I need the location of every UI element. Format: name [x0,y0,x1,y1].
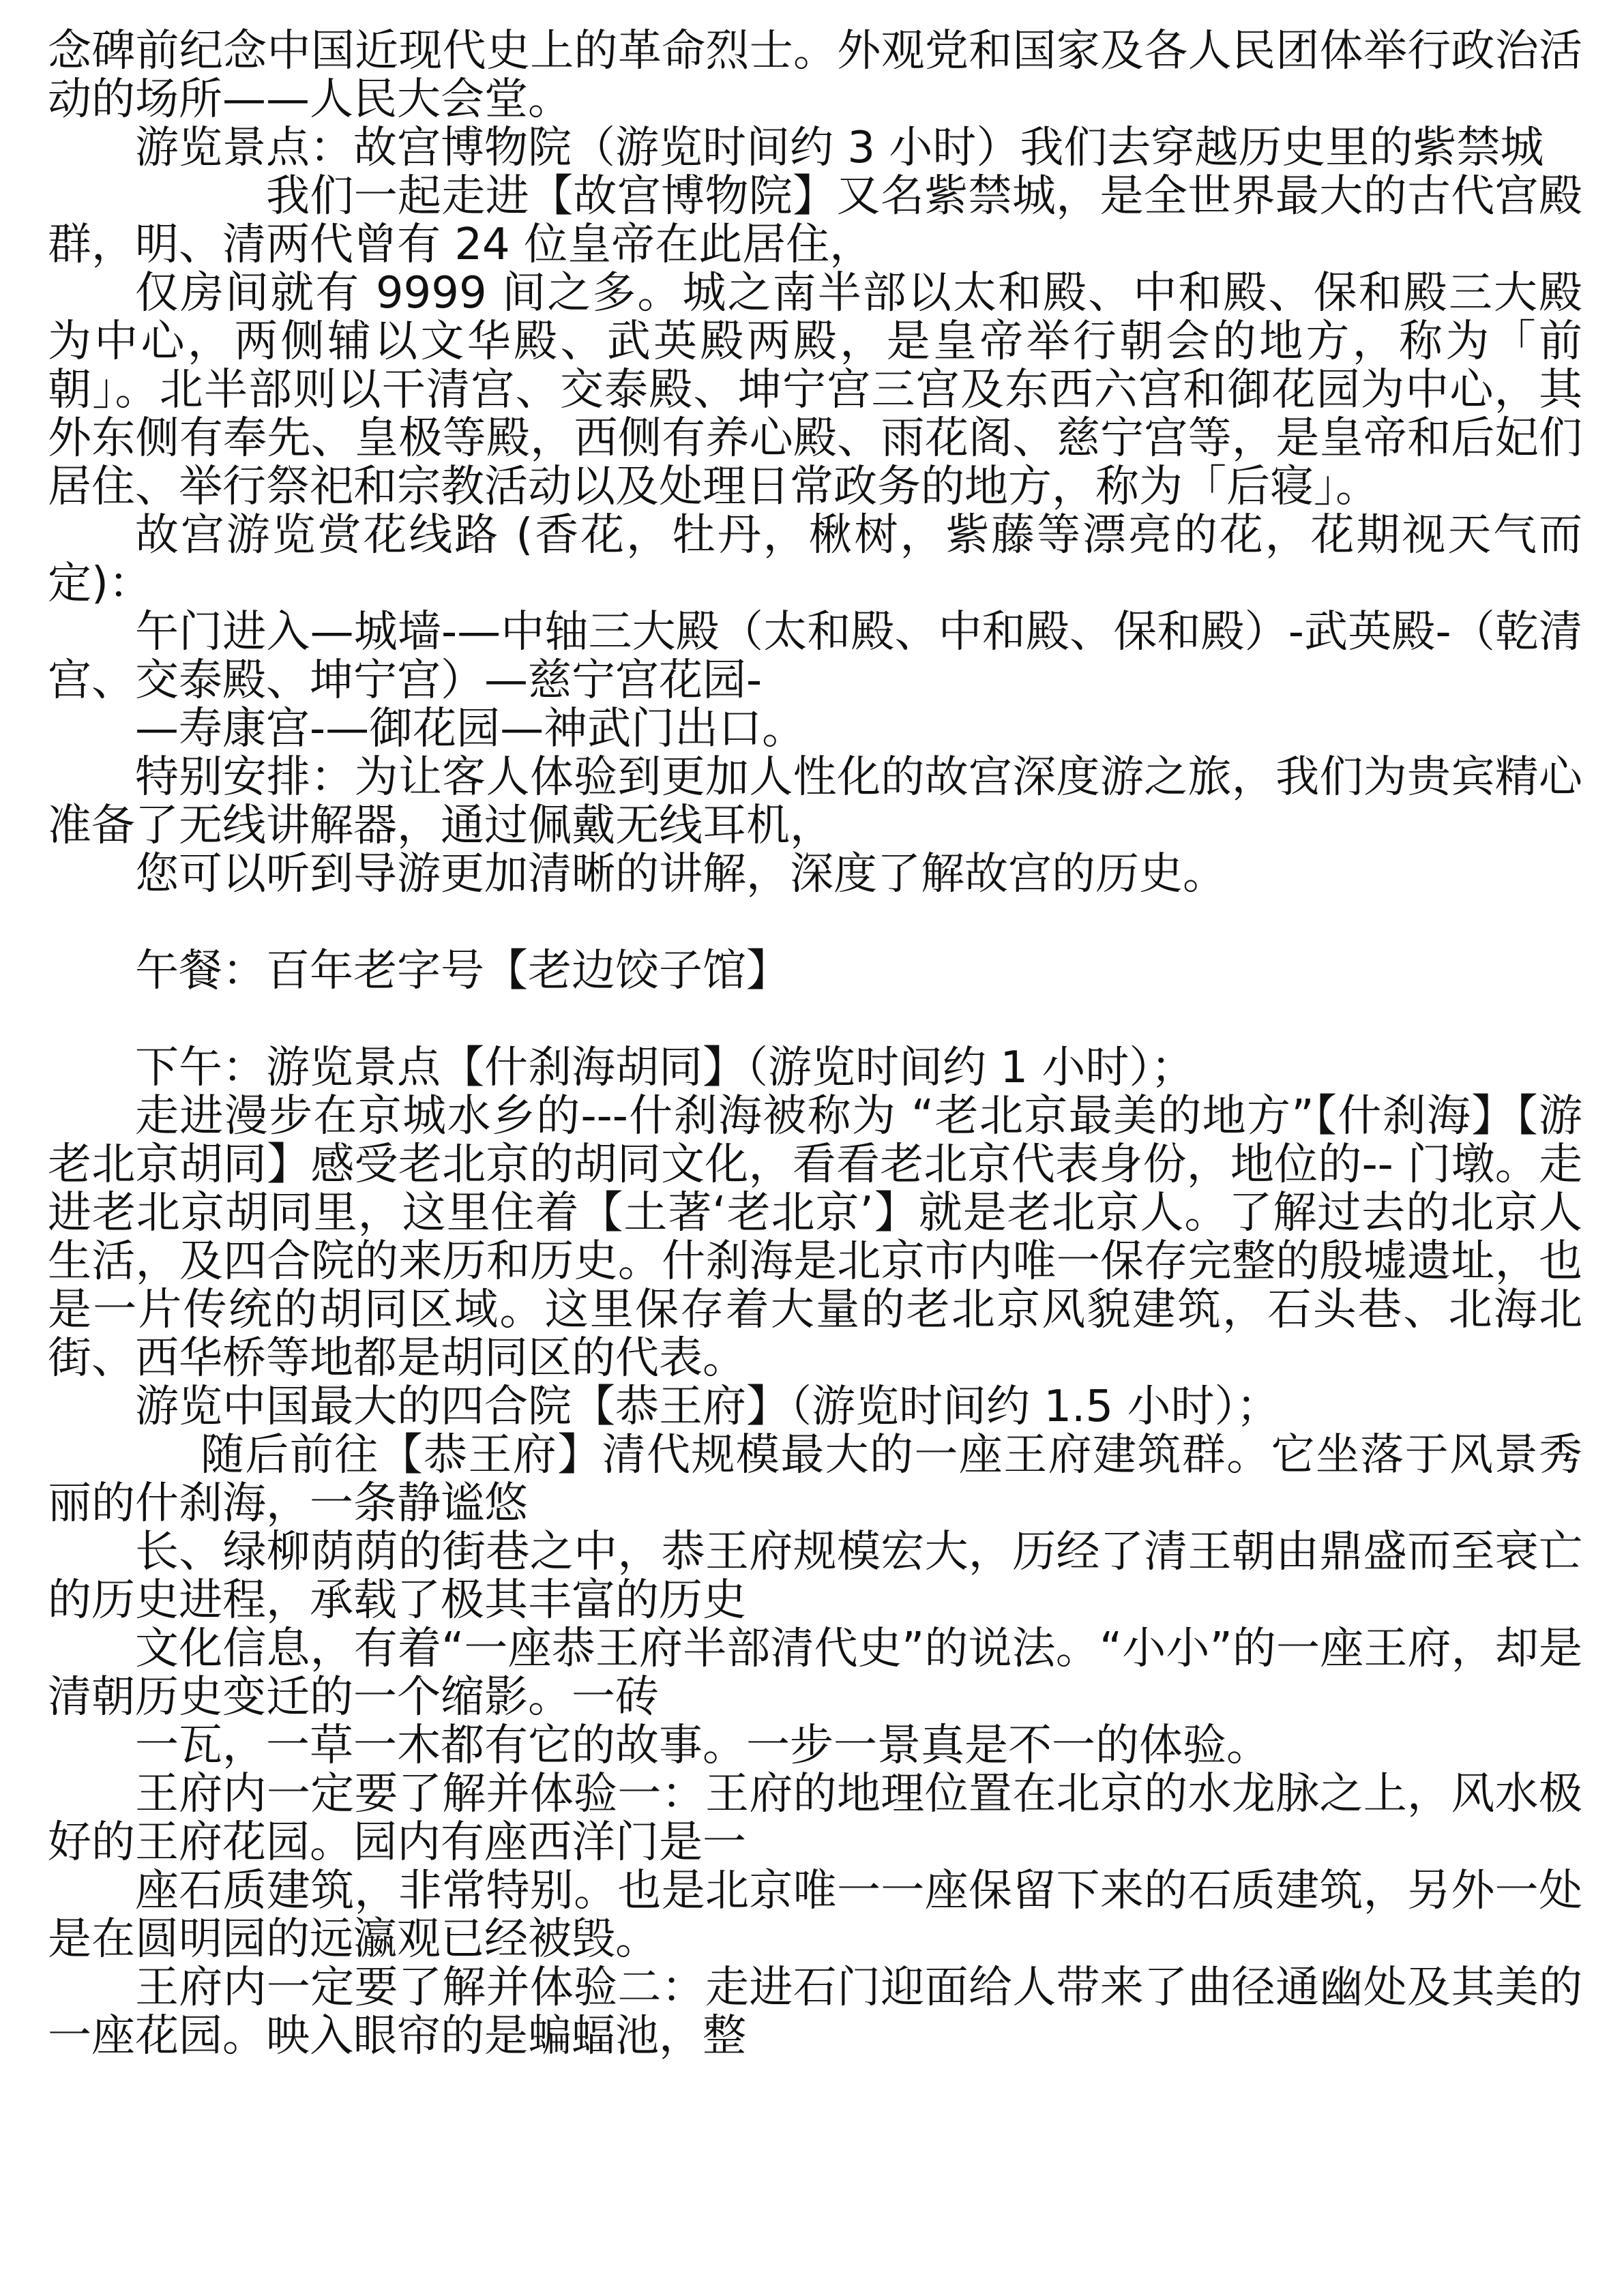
paragraph-palace-museum-heading: 游览景点：故宫博物院（游览时间约 3 小时）我们去穿越历史里的紫禁城 [135,123,1544,173]
paragraph-forbidden-city-layout: 仅房间就有 9999 间之多。城之南半部以太和殿、中和殿、保和殿三大殿为中心，两侧辅以文华殿、武英殿两殿，是皇帝举行朝会的地方，称为「前朝」。北半部则以干清宫、交泰殿、坤宁宫三宫及东西六宫和御花园为中心，其外东侧有奉先、皇极等殿，西侧有养心殿、雨花阁、慈宁宫等，是皇帝和后妃们居住、举行祭祀和宗教活动以及处理日常政务的地方，称为「后寝」。 [48,268,1582,512]
paragraph-afternoon-heading: 下午：游览景点【什刹海胡同】（游览时间约 1 小时）； [135,1043,1195,1093]
paragraph-flower-route-heading: 故宫游览赏花线路 (香花，牡丹，楸树，紫藤等漂亮的花，花期视天气而定)： [48,510,1582,609]
paragraph-audio-guide: 您可以听到导游更加清晰的讲解，深度了解故宫的历史。 [135,849,1226,899]
paragraph-prince-gong-culture: 文化信息，有着“一座恭王府半部清代史”的说法。“小小”的一座王府，却是清朝历史变迁的一个缩影。一砖 [48,1624,1582,1723]
paragraph-lunch: 午餐：百年老字号【老边饺子馆】 [135,946,790,996]
paragraph-special-arrangement: 特别安排：为让客人体验到更加人性化的故宫深度游之旅，我们为贵宾精心准备了无线讲解器，通过佩戴无线耳机， [48,752,1582,851]
paragraph-prince-gong-stories: 一瓦，一草一木都有它的故事。一步一景真是不一的体验。 [135,1720,1270,1771]
paragraph-experience-one: 王府内一定要了解并体验一：王府的地理位置在北京的水龙脉之上，风水极好的王府花园。园内有座西洋门是一 [48,1769,1582,1868]
paragraph-flower-route-part2: —寿康宫-—御花园—神武门出口。 [135,704,806,754]
paragraph-prince-gong-intro: 随后前往【恭王府】清代规模最大的一座王府建筑群。它坐落于风景秀丽的什刹海，一条静谧悠 [48,1430,1582,1529]
paragraph-stone-gate: 座石质建筑，非常特别。也是北京唯一一座保留下来的石质建筑，另外一处是在圆明园的远瀛观已经被毁。 [48,1866,1582,1965]
paragraph-shichahai-hutong: 走进漫步在京城水乡的---什刹海被称为 “老北京最美的地方”【什刹海】【游老北京胡同】感受老北京的胡同文化，看看老北京代表身份，地位的-- 门墩。走进老北京胡同里，这里住着【土著‘老北京’】就是老北京人。了解过去的北京人生活，及四合院的来历和历史。什刹海是北京市内唯一保存完整的殷墟遗址，也是一片传统的胡同区域。这里保存着大量的老北京风貌建筑，石头巷、北海北街、西华桥等地都是胡同区的代表。 [48,1091,1582,1384]
blank-line [48,899,1582,947]
paragraph-monument-intro: 念碑前纪念中国近现代史上的革命烈士。外观党和国家及各人民团体举行政治活动的场所——人民大会堂。 [48,26,1582,125]
paragraph-flower-route-part1: 午门进入—城墙-—中轴三大殿（太和殿、中和殿、保和殿）-武英殿-（乾清宫、交泰殿、坤宁宫）—慈宁宫花园- [48,607,1582,706]
paragraph-prince-gong-history: 长、绿柳荫荫的街巷之中，恭王府规模宏大，历经了清王朝由鼎盛而至衰亡的历史进程，承载了极其丰富的历史 [48,1527,1582,1626]
blank-line [48,996,1582,1044]
paragraph-experience-two: 王府内一定要了解并体验二：走进石门迎面给人带来了曲径通幽处及其美的一座花园。映入眼帘的是蝙蝠池，整 [48,1963,1582,2061]
document-page [48,27,1582,2061]
paragraph-forbidden-city-intro: 我们一起走进【故宫博物院】又名紫禁城，是全世界最大的古代宫殿群，明、清两代曾有 24 位皇帝在此居住， [48,171,1582,270]
paragraph-prince-gong-heading: 游览中国最大的四合院【恭王府】（游览时间约 1.5 小时）； [135,1382,1280,1432]
